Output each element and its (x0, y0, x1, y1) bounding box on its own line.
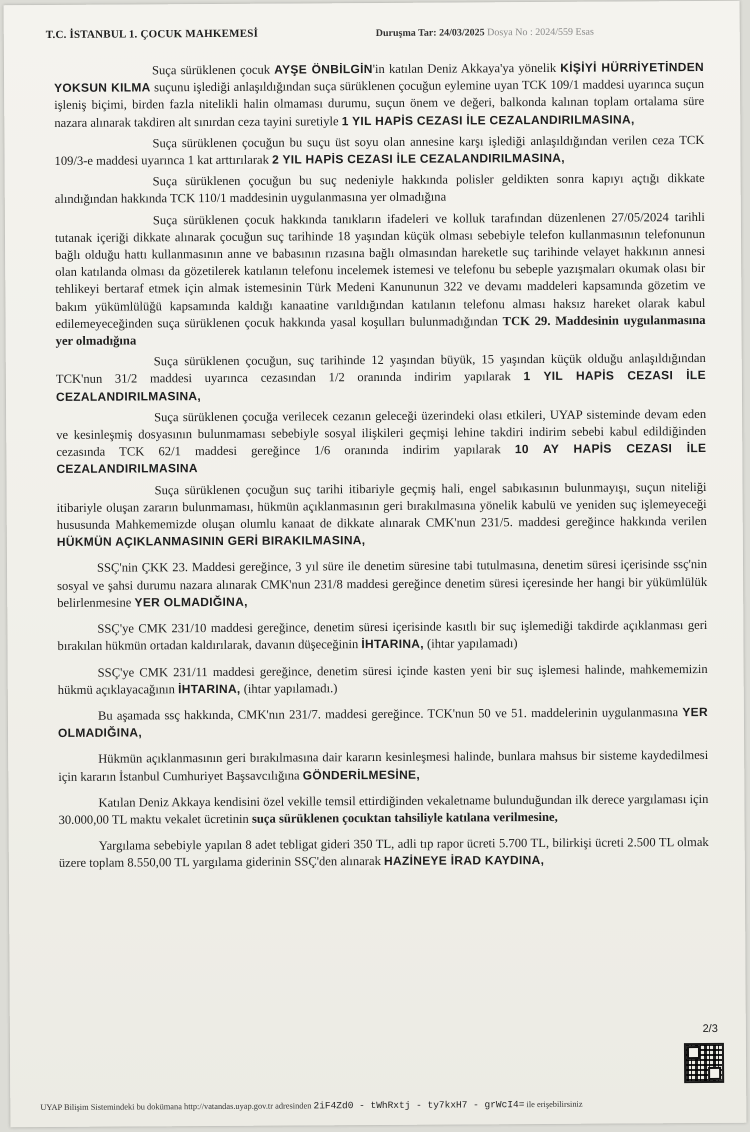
verification-code: 2iF4Zd0 - tWhRxtj - ty7kxH7 - grWcI4= (313, 1099, 525, 1112)
p1-text-a: Suça sürüklenen çocuk (151, 62, 275, 78)
p5-text: Suça sürüklenen çocuğun, suç tarihinde 12 yaşından büyük, 15 yaşından küçük olduğu anlaşıldığından TCK'nun 31/2 maddesi uyarınca cezasından 1/2 oranında indirim yapılarak (55, 351, 706, 387)
p1-text-c: suçunu işlediği anlaşıldığından suça sürüklenen çocuğun eylemine uyan TCK 109/1 maddesi uyarınca suçun işleniş biçimi, birden fazla nitelikli halin olmaması durumu, suçun önem ve değeri, balkonda kalınan toplam ortalama süre nazara alınarak takdiren alt sınırdan ceza tayini suretiyle (54, 77, 705, 130)
p6-sentence: 10 AY HAPİS CEZASI İLE CEZALANDIRILMASINA (56, 441, 707, 477)
p11-text: Bu aşamada ssç hakkında, CMK'nın 231/7. maddesi gereğince. TCK'nun 50 ve 51. maddelerinin uygulanmasına (97, 705, 683, 723)
p13-text: Katılan Deniz Akkaya kendisini özel vekille temsil ettirdiğinden vekaletname bulunduğundan ilk derece yargılaması için 30.000,00 TL maktu vekalet ücretinin (58, 791, 709, 827)
p2-text: Suça sürüklenen çocuğun bu suçu üst soyu olan annesine karşı işlediği anlaşıldığından verilen ceza TCK 109/3-e maddesi uyarınca 1 kat arttırılarak (54, 132, 705, 168)
p5-sentence: 1 YIL HAPİS CEZASI İLE CEZALANDIRILMASINA, (55, 368, 706, 404)
hearing-date: Duruşma Tar: 24/03/2025 (375, 27, 485, 39)
p1-sentence: 1 YIL HAPİS CEZASI İLE CEZALANDIRILMASINA, (341, 112, 635, 128)
page-number: 2/3 (702, 1022, 718, 1036)
p7-text: Suça sürüklenen çocuğun suç tarihi itibariyle geçmiş hali, engel sabıkasının bulunmayışı, suçun niteliği itibariyle oluşan zararın bulunmaması, hükmün açıklanmasının geri bırakılmasına yönelik kabulü ve yeniden suç işlemeyeceği hususunda Mahkememizde oluşan olumlu kanaat de dikkate alınarak CMK'nun 231/5. maddesi gereğince hakkında verilen (56, 479, 707, 533)
p12-text: Hükmün açıklanmasının geri bırakılmasına dair kararın kesinleşmesi halinde, bunlara mahsus bir sisteme kaydedilmesi için kararın İstanbul Cumhuriyet Başsavcılığına (58, 748, 709, 784)
paragraph-13 (58, 791, 708, 829)
defendant-name: AYŞE ÖNBİLGİN (274, 62, 373, 77)
paragraph-10 (58, 660, 708, 698)
paragraph-8 (57, 556, 707, 612)
qr-code-icon (684, 1043, 724, 1083)
paragraph-3 (55, 170, 705, 208)
p10-note: (ihtar yapılamadı.) (240, 680, 338, 696)
p10-text: SSÇ'ye CMK 231/11 maddesi gereğince, denetim süresi içinde kasten yeni bir suç işlemesi halinde, mahkememizin hükmü açıklayacağının (57, 661, 708, 697)
p12-decision: GÖNDERİLMESİNE, (302, 767, 420, 782)
p10-decision: İHTARINA, (178, 681, 241, 696)
p9-text: SSÇ'ye CMK 231/10 maddesi gereğince, denetim süresi içerisinde kasıtlı bir suç işlemediği takdirde açıklanması geri bırakılan hükmün ortadan kaldırılarak, davanın düşeceğinin (57, 618, 708, 654)
paragraph-11 (58, 704, 708, 742)
p9-note: (ihtar yapılamadı) (423, 636, 518, 651)
offense-title: KİŞİYİ HÜRRİYETİNDEN YOKSUN KILMA (54, 59, 705, 96)
paragraph-9 (57, 617, 707, 655)
paragraph-1 (54, 59, 704, 132)
p9-decision: İHTARINA, (361, 636, 424, 652)
footer-suffix: ile erişebilirsiniz (526, 1099, 583, 1110)
court-name: T.C. İSTANBUL 1. ÇOCUK MAHKEMESİ (45, 27, 259, 42)
file-number: Dosya No : 2024/559 Esas (487, 26, 594, 39)
document-page (4, 1, 747, 1127)
paragraph-14 (59, 834, 709, 872)
footer-text: UYAP Bilişim Sistemindeki bu dokümana http://vatandas.uyap.gov.tr adresinden (40, 1101, 312, 1113)
p2-sentence: 2 YIL HAPİS CEZASI İLE CEZALANDIRILMASINA, (272, 150, 565, 167)
p14-text: Yargılama sebebiyle yapılan 8 adet tebligat gideri 350 TL, adli tıp rapor ücreti 5.700 TL, bilirkişi ücreti 2.500 TL olmak üzere toplam 8.550,00 TL yargılama giderinin SSÇ'den alınarak (58, 835, 709, 871)
paragraph-4 (55, 209, 706, 351)
paragraph-7 (56, 479, 706, 552)
verdict-body (54, 59, 709, 872)
p7-decision: HÜKMÜN AÇIKLANMASININ GERİ BIRAKILMASINA, (56, 533, 366, 550)
p4-decision: TCK 29. Maddesinin uygulanmasına yer olmadığına (55, 312, 706, 348)
uyap-footer (40, 1098, 724, 1113)
p14-decision: HAZİNEYE İRAD KAYDINA, (383, 853, 545, 869)
p1-text-b: 'in katılan Deniz Akkaya'ya yönelik (372, 60, 561, 77)
p13-decision: suça sürüklenen çocuktan tahsiliyle katılana verilmesine, (251, 809, 558, 826)
paragraph-12 (58, 747, 708, 785)
p8-decision: YER OLMADIĞINA, (134, 594, 248, 610)
hearing-file-info (376, 27, 594, 39)
document-header (46, 25, 714, 47)
paragraph-2 (54, 132, 704, 170)
p3-text: Suça sürüklenen çocuğun bu suç nedeniyle hakkında polisler geldikten sonra kapıyı açtığı dikkate alındığından hakkında TCK 110/1 maddesinin uygulanmasına yer olmadığına (54, 171, 705, 207)
p4-text: Suça sürüklenen çocuk hakkında tanıkların ifadeleri ve kolluk tarafından düzenlenen 27/05/2024 tarihli tutanak içeriği dikkate alınarak çocuğun suç tarihinde 18 yaşından küçük olması sebebiyle telefon kullanmasının telefonunun bağlı olduğu hattı kullanmasının anne ve babasının rızasına bağlı olmasından hareketle suç tarihinde velayet hakkının annesi olan katılanda olması da gözetilerek katılanın telefonu incelemek istemesi ve telefonu bu sebeple yazışmaları okumak olası bir tehlikeyi bertaraf etmek için almak istemesinin Türk Medeni Kanununun 322 ve devamı maddeleri kapsamında gözetim ve bakım yükümlülüğü kapsamında kaldığı kanaatine varıldığından katılanın telefonu alması haksız hareket olarak kabul edilemeyeceğinden suça sürüklenen çocuk hakkında yasal koşulları bulunmadığından (54, 209, 706, 331)
paragraph-5 (56, 350, 706, 406)
p8-text: SSÇ'nin ÇKK 23. Maddesi gereğince, 3 yıl süre ile denetim süresine tabi tutulmasına, denetim süresi içerisinde ssç'nin sosyal ve şahsi durumu nazara alınarak CMK'nun 231/8 maddesi gereğince denetim süresi içeresinde her hangi bir yükümlülük belirlenmesine (57, 557, 708, 610)
p6-text: Suça sürüklenen çocuğa verilecek cezanın geleceği üzerindeki olası etkileri, UYAP sisteminde devam eden ve kesinleşmiş dosyasının bulunmaması sebebiyle sosyal ilişkileri geçmişi lehine takdiri indirim sebebi kabul edildiğinden cezasında TCK 62/1 maddesi gereğince 1/6 oranında indirim yapılarak (56, 406, 707, 460)
p11-decision: YER OLMADIĞINA, (57, 704, 708, 741)
paragraph-6 (56, 406, 706, 479)
